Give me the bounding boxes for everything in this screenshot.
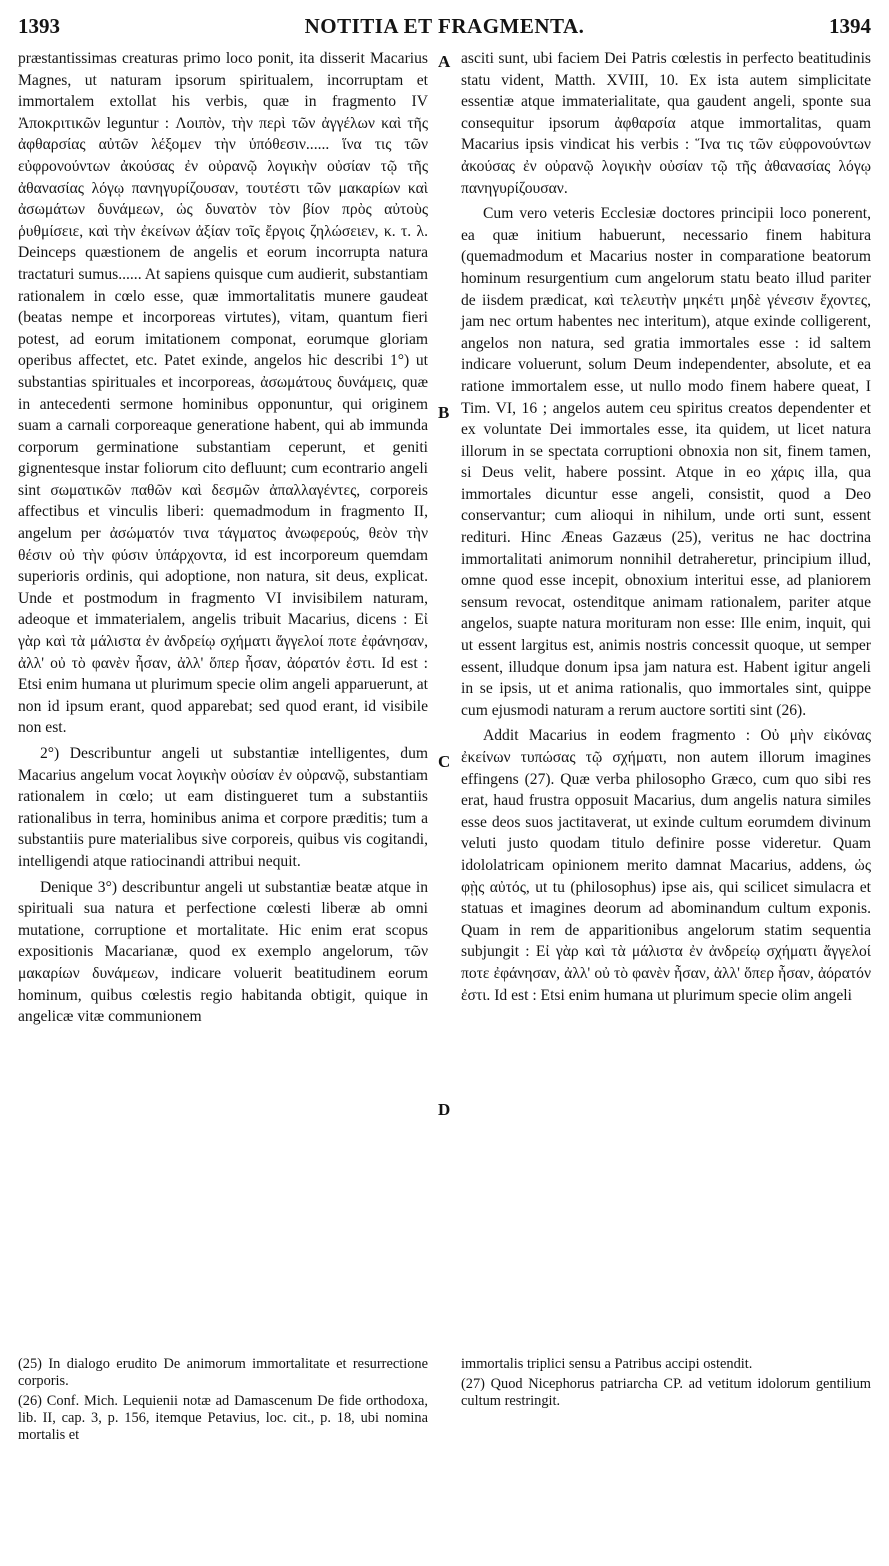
footnote-26: (26) Conf. Mich. Lequienii notæ ad Damascenum De fide orthodoxa, lib. II, cap. 3, p. 156, itemque Petavius, loc. cit., p. 18, ubi nomina mortalis et <box>18 1393 428 1443</box>
running-title: NOTITIA ET FRAGMENTA. <box>304 14 585 38</box>
left-paragraph-1: præstantissimas creaturas primo loco ponit, ita disserit Macarius Magnes, ut naturam ipsorum spiritualem, incorruptam et immortalem extollat his verbis, quæ in fragmento IV Ἀποκριτικῶν leguntur : Λοιπὸν, τὴν περὶ τῶν ἀγγέλων καὶ τῆς ἀφθαρσίας αὐτῶν λέξομεν τὴν ὑπόθεσιν...... ἵνα τις τῶν εὐφρονούντων ἀκούσας ἐν οὐρανῷ λογικὴν οὐσίαν τῷ τῆς ἀθανασίας λόγῳ πανηγυρίζουσαν, τουτέστι τῶν μακαρίων καὶ ἀσωμάτων δυνάμεων, ὡς δυνατὸν τὸν βίον πρὸς αὐτοὺς ῥυθμίσειε, καὶ τὴν ἐκείνων ἀξίαν τοῖς ἔργοις ζηλώσειεν, κ. τ. λ. Deinceps quæstionem de angelis et eorum incorrupta natura tractaturi sumus...... At sapiens quisque cum audierit, substantiam rationalem in cœlo esse, quæ immortalitatis munere gaudeat (beatas nempe et incorporeas virtutes), vitam, quantum fieri potest, ad eorum imitationem componat, eorumque gloriam operibus affectet, etc. Patet exinde, angelos hic describi 1°) ut substantias spirituales et incorporeas, ἀσωμάτους δυνάμεις, quæ in antecedenti sermone hominibus opponuntur, qui originem suam a carnali corporeaque generatione habent, qui ab immunda corporum germinatione substantiam ceperunt, et geniti gignentesque instar foliorum cito defluunt; cum econtrario angeli sint σωματικῶν παθῶν καὶ δεσμῶν ἀπαλλαγέντες, corporeis affectibus et vinculis liberi: quemadmodum in fragmento II, angelum per ἀσώματόν τινα τάγματος ἀνωφερούς, θεὸν τὴν θέσιν οὐ τὴν φύσιν ὑπάρχοντα, id est incorporeum quemdam superioris ordinis, qui adoptione, non natura, sit deus, explicat. Unde et postmodum in fragmento VI invisibilem naturam, adeoque et immaterialem, angelis tribuit Macarius, dicens : Εἰ γὰρ καὶ τὰ μάλιστα ἐν ἀνδρείῳ σχήματι ἄγγελοί ποτε ἐφάνησαν, ἀλλ' οὐ τὸ φανὲν ἦσαν, ἀλλ' ὅπερ ἦσαν, ἀόρατόν ἐστι. Id est : Etsi enim humana ut plurimum specie olim angeli apparuerunt, at non id ipsum erant, quod apparebat; sed quod erant, id visibile non est. <box>18 50 428 737</box>
left-column <box>18 48 428 1032</box>
running-header <box>18 14 871 42</box>
right-paragraph-3: Addit Macarius in eodem fragmento : Οὐ μὴν εἰκόνας ἐκείνων τυπώσας τῷ σχήματι, non autem illorum imagines effingens (27). Quæ verba philosopho Græco, cum quo sibi res erat, haud frustra opposuit Macarius, dum angelis natura similes esse deos suos jactitaverat, ut exinde cultum eorumdem divinum veluti justo quodam titulo definire posse videretur. Quam idololatricam opinionem merito damnat Macarius, addens, ὡς φῂς αὐτός, ut tu (philosophus) ipse ais, qui scilicet simulacra et statuas et imagines deorum ad abominandum cultum exponis. Quam in rem de apparitionibus angelorum statim sequentia subjungit : Εἰ γὰρ καὶ τὰ μάλιστα ἐν ἀνδρείῳ σχήματι ἄγγελοί ποτε ἐφάνησαν, ἀλλ' οὐ τὸ φανὲν ἦσαν, ἀλλ' ὅπερ ἦσαν, ἀόρατόν ἐστι. Id est : Etsi enim humana ut plurimum specie olim angeli <box>461 727 871 1004</box>
margin-letter-a: A <box>438 52 451 71</box>
footnote-25: (25) In dialogo erudito De animorum immortalitate et resurrectione corporis. <box>18 1356 428 1389</box>
right-column <box>461 48 871 1010</box>
left-paragraph-2: 2°) Describuntur angeli ut substantiæ intelligentes, dum Macarius angelum vocat λογικὴν οὐσίαν ἐν οὐρανῷ, substantiam rationalem in cœlo; ut eam distingueret tum a substantiis rationalibus in terra, hominibus anima et corpore præditis; tum a substantiis pure materialibus sive corporeis, quibus vis cogitandi, intelligendi atque ratiocinandi attribui nequit. <box>18 745 428 870</box>
footnote-27: (27) Quod Nicephorus patriarcha CP. ad vetitum idolorum gentilium cultum restringit. <box>461 1376 871 1409</box>
margin-letter-c: C <box>438 752 451 771</box>
page-number-right: 1394 <box>829 14 871 38</box>
footnote-26-continued: immortalis triplici sensu a Patribus accipi ostendit. <box>461 1356 753 1372</box>
left-paragraph-3: Denique 3°) describuntur angeli ut substantiæ beatæ atque in spirituali sua natura et perfectione cœlesti liberæ ab omni mutatione, corruptione et mortalitate. Hic enim erat scopus expositionis Macarianæ, quod ex exemplo angelorum, τῶν μακαρίων δυνάμεων, indicare voluerit beatitudinem eorum hominum, quibus cœlestis regio habitanda obtigit, quique in angelicæ vitæ communionem <box>18 878 428 1026</box>
margin-letter-b: B <box>438 403 450 422</box>
footnotes-left <box>18 1356 428 1447</box>
page-number-left: 1393 <box>18 14 60 38</box>
right-paragraph-2: Cum vero veteris Ecclesiæ doctores principii loco ponerent, ea quæ initium habuerunt, necessario finem habitura (quemadmodum et Macarius noster in comparatione beatorum hominum resurgentium cum angelorum statu beato illud pariter de iisdem prædicat, καὶ τελευτὴν μηκέτι μηδὲ γένεσιν ἔχοντες, jam nec ortum habentes nec interitum), atque exinde colligerent, angelos non natura, sed gratia immortales esse : id saltem indicare voluerunt, solum Deum independenter, absolute, et ea ratione immortalem esse, ut nullo modo finem habere queat, I Tim. VI, 16 ; angelos autem ceu spiritus creatos dependenter et ex voluntate Dei immortales esse, ita quidem, ut licet natura illorum in se spectata corruptioni obnoxia non sit, finem tamen, si Deus velit, habere possint. Atque in eo χάρις illa, qua immortales dicuntur esse angeli, consistit, quod a Deo conservantur; cum alioqui in nihilum, unde orti sunt, essent redituri. Hinc Æneas Gazæus (25), veritus ne hac doctrina immortalitati animorum nonnihil detraheretur, principium illud, omne quod esse incepit, obnoxium interitui esse, ad planiorem sensum revocat, ostenditque animam rationalem, pariter atque angelos, suapte natura morituram non esse: Ille enim, inquit, qui ut essent largitus est, animis nostris concessit quoque, ut semper essent, illudque donum ipsa jam natura est. Habent igitur angeli in se ipsis, ut et anima rationalis, quo immortales sint, quippe cum ejusmodi naturam a rerum auctore sortiti sint (26). <box>461 205 871 719</box>
footnotes-right <box>461 1356 871 1413</box>
right-paragraph-1: asciti sunt, ubi faciem Dei Patris cœlestis in perfecto beatitudinis statu vident, Matth. XVIII, 10. Ex ista autem simplicitate essentiæ atque immaterialitate, qua gaudent angeli, sponte sua consequitur ipsorum ἀφθαρσία atque immortalitas, quam Macarius ipsis vindicat his verbis : Ἵνα τις τῶν εὐφρονούντων ἀκούσας ἐν οὐρανῷ λογικὴν οὐσίαν τῷ τῆς ἀθανασίας λόγῳ πανηγυρίζουσαν. <box>461 50 871 197</box>
margin-letter-d: D <box>438 1100 451 1119</box>
